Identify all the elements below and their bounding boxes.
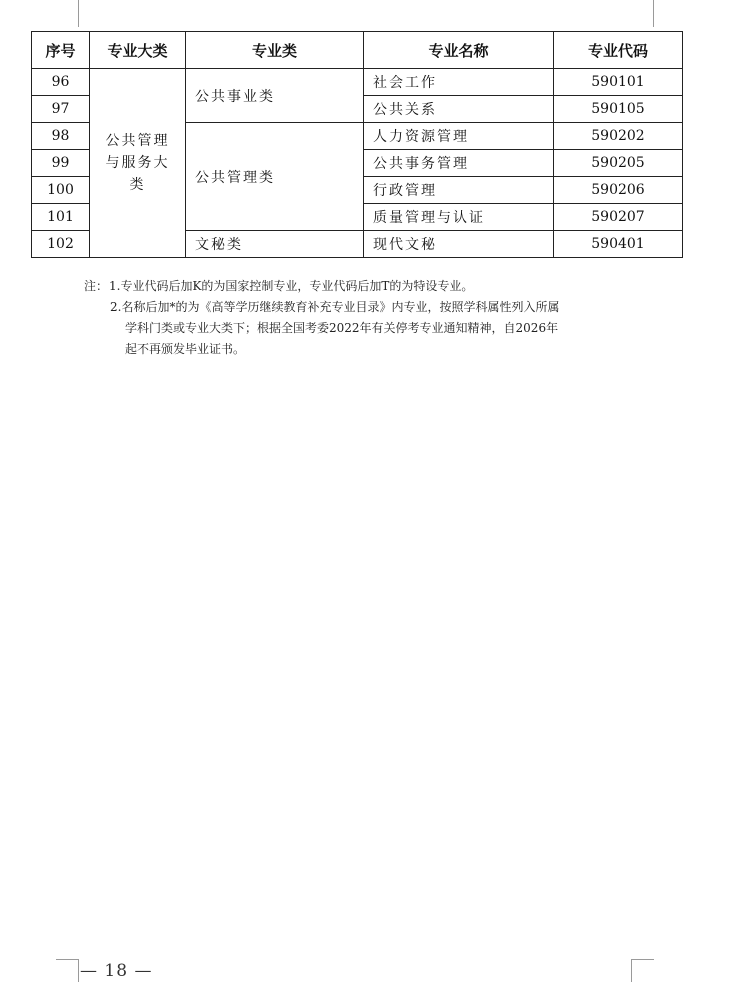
major-code-cell: 590105 xyxy=(554,96,683,123)
major-code-cell: 590202 xyxy=(554,123,683,150)
note-line-1 xyxy=(84,276,654,297)
major-class-cell: 公共管理类 xyxy=(186,123,364,231)
major-class-cell: 公共事业类 xyxy=(186,69,364,123)
major-name-cell: 质量管理与认证 xyxy=(364,204,554,231)
table-row xyxy=(32,69,683,96)
major-class-cell: 文秘类 xyxy=(186,231,364,258)
major-catalog-table xyxy=(31,31,683,258)
crop-mark-bottom-right xyxy=(631,959,654,982)
major-name-cell: 行政管理 xyxy=(364,177,554,204)
major-category-cell xyxy=(90,69,186,258)
note-2-continuation: 学科门类或专业大类下；根据全国考委2022年有关停考专业通知精神，自2026年 xyxy=(125,321,559,335)
row-number: 98 xyxy=(32,123,90,150)
note-2-continuation-end: 起不再颁发毕业证书。 xyxy=(125,342,246,356)
table-notes xyxy=(84,276,654,360)
header-major-code: 专业代码 xyxy=(554,32,683,69)
header-major-category: 专业大类 xyxy=(90,32,186,69)
row-number: 100 xyxy=(32,177,90,204)
major-category-text: 公共管理与服务大类 xyxy=(105,133,170,193)
crop-mark-top-left xyxy=(78,0,79,27)
major-name-cell: 社会工作 xyxy=(364,69,554,96)
major-code-cell: 590206 xyxy=(554,177,683,204)
major-code-cell: 590101 xyxy=(554,69,683,96)
header-major-name: 专业名称 xyxy=(364,32,554,69)
row-number: 99 xyxy=(32,150,90,177)
note-1-text: 1.专业代码后加K的为国家控制专业，专业代码后加T的为特设专业。 xyxy=(109,279,474,293)
note-prefix: 注： xyxy=(84,279,109,293)
row-number: 96 xyxy=(32,69,90,96)
major-code-cell: 590207 xyxy=(554,204,683,231)
major-name-cell: 公共关系 xyxy=(364,96,554,123)
row-number: 101 xyxy=(32,204,90,231)
note-2-text: 2.名称后加*的为《高等学历继续教育补充专业目录》内专业，按照学科属性列入所属 xyxy=(110,300,560,314)
major-name-cell: 人力资源管理 xyxy=(364,123,554,150)
crop-mark-bottom-left xyxy=(56,959,79,982)
major-code-cell: 590205 xyxy=(554,150,683,177)
header-major-class: 专业类 xyxy=(186,32,364,69)
table-header-row xyxy=(32,32,683,69)
major-name-cell: 现代文秘 xyxy=(364,231,554,258)
row-number: 102 xyxy=(32,231,90,258)
page-number: — 18 — xyxy=(80,961,153,981)
major-code-cell: 590401 xyxy=(554,231,683,258)
major-name-cell: 公共事务管理 xyxy=(364,150,554,177)
row-number: 97 xyxy=(32,96,90,123)
header-serial-number: 序号 xyxy=(32,32,90,69)
crop-mark-top-right xyxy=(653,0,654,27)
note-line-2 xyxy=(84,297,654,318)
